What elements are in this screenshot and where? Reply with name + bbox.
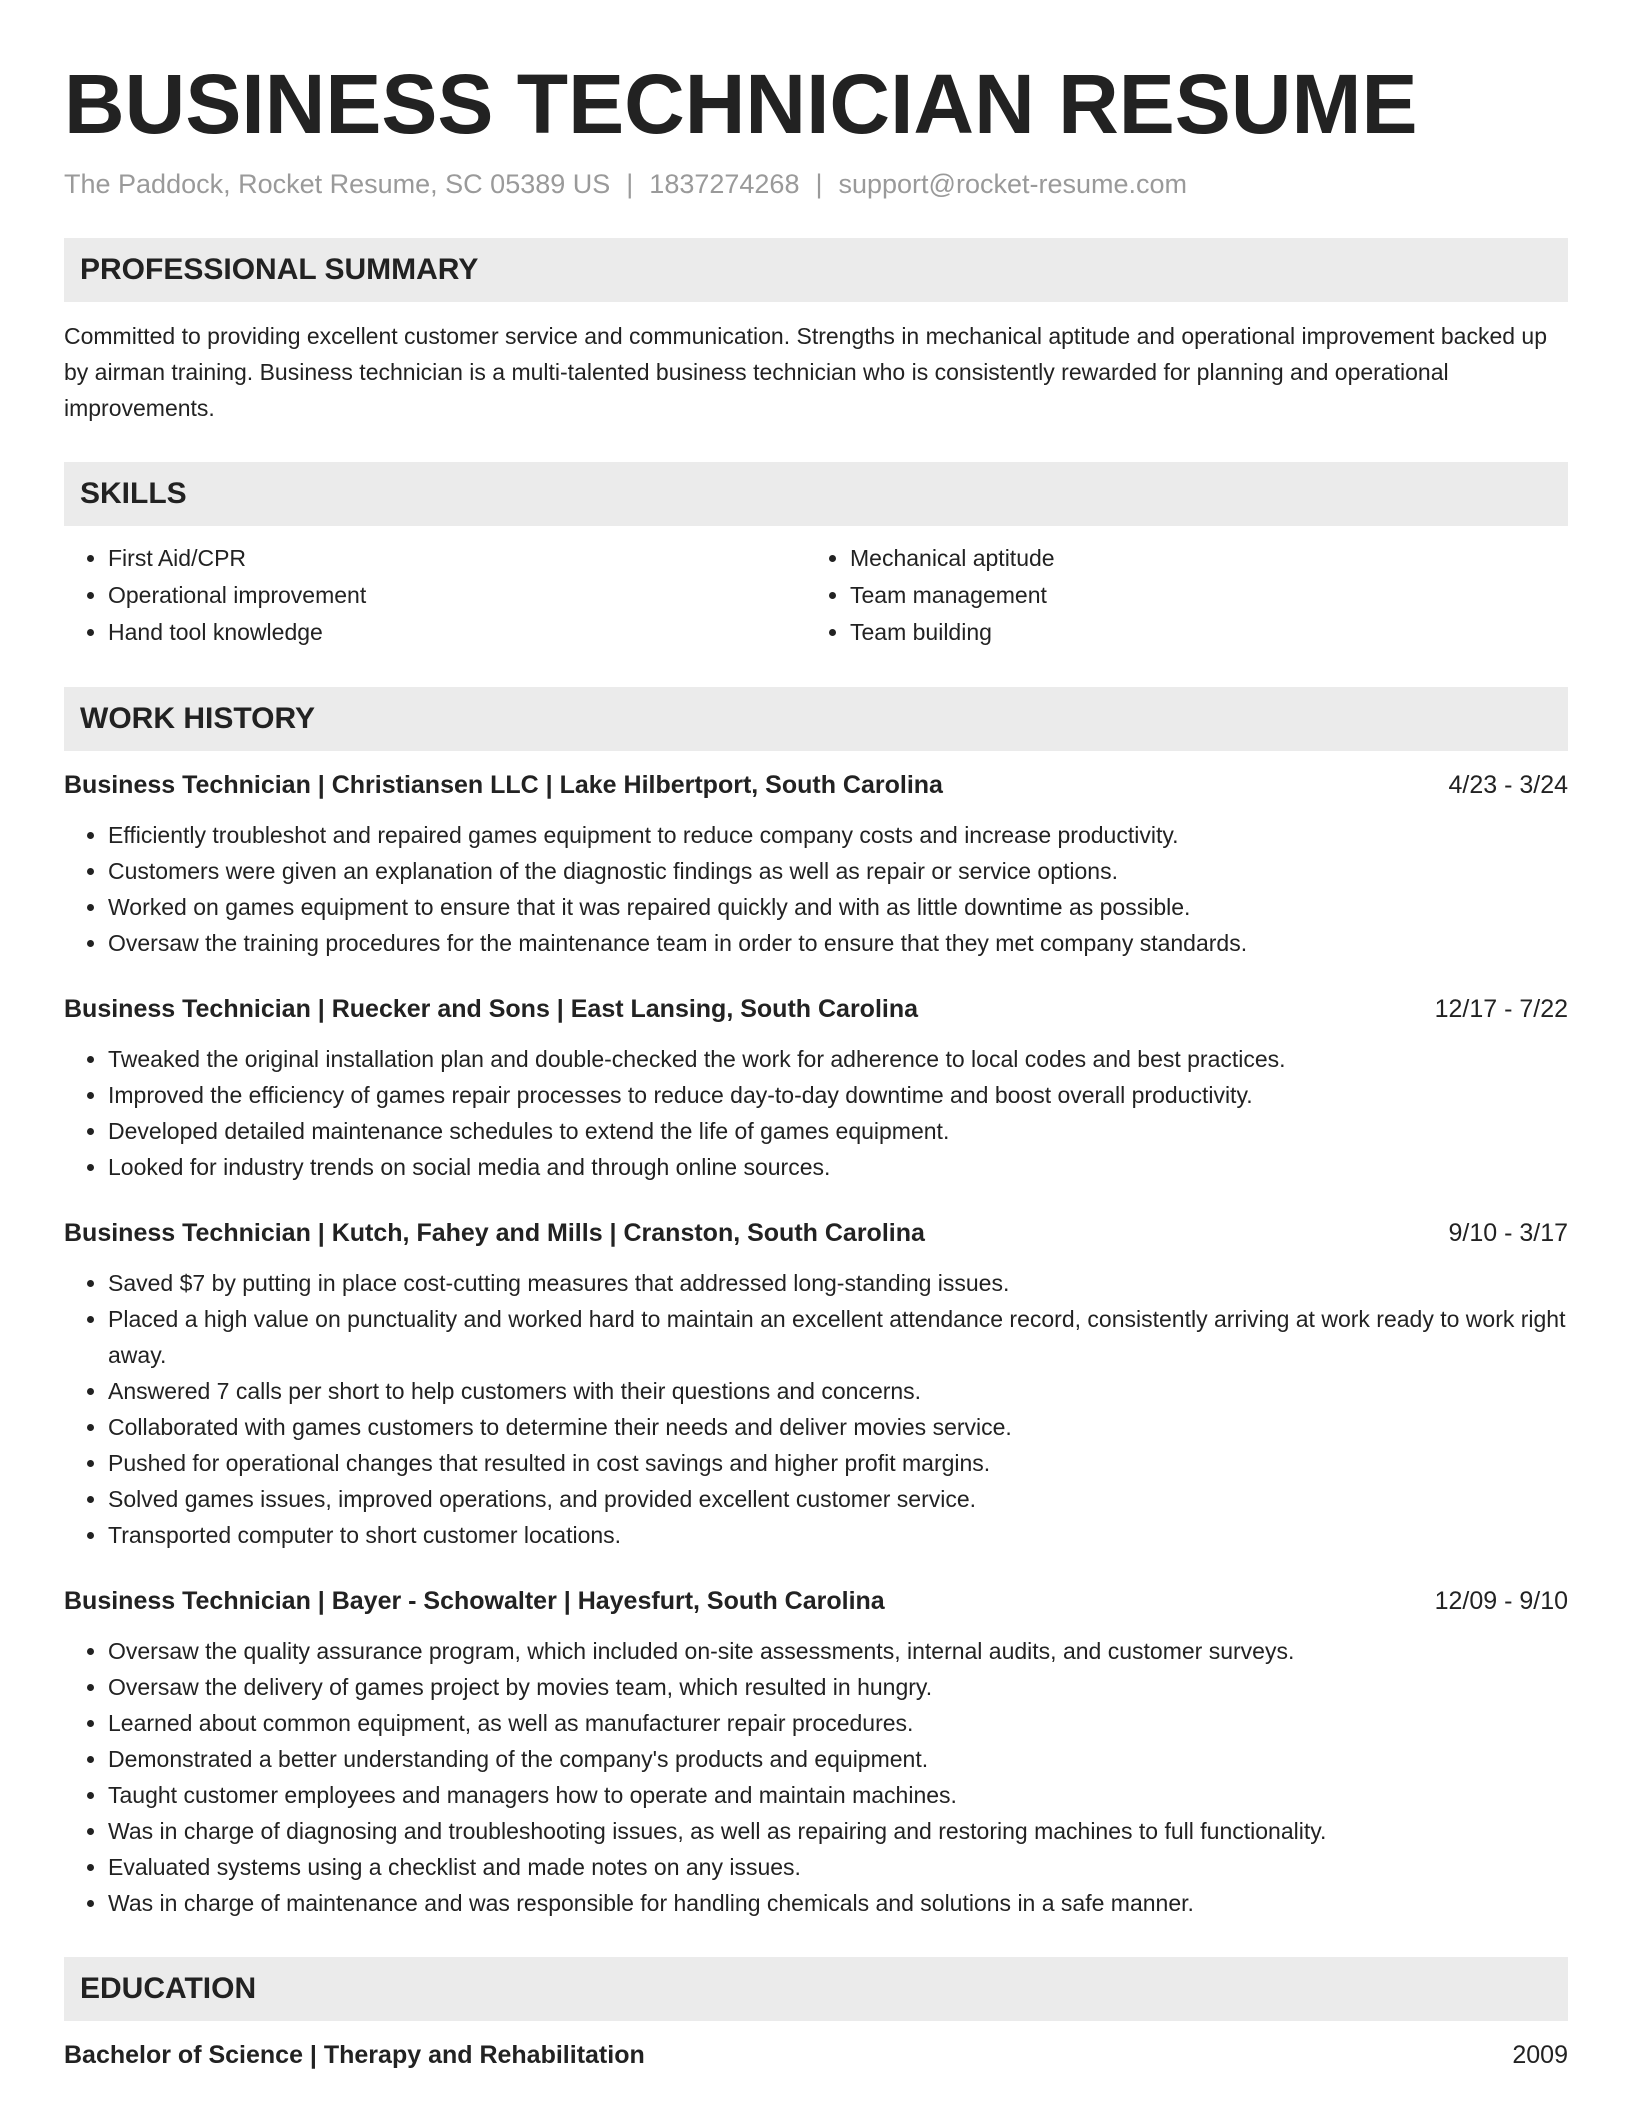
job-title: Business Technician | Bayer - Schowalter | Hayesfurt, South Carolina <box>64 1587 885 1615</box>
skill-item: • Mechanical aptitude <box>850 540 1548 577</box>
education-heading: EDUCATION <box>64 1957 1568 2021</box>
job-bullet: • Transported computer to short customer locations. <box>108 1517 1568 1553</box>
skill-item: • Hand tool knowledge <box>108 614 806 651</box>
skills-list <box>64 540 1568 651</box>
job-bullet: • Oversaw the training procedures for the maintenance team in order to ensure that they met company standards. <box>108 925 1568 961</box>
job-bullet: • Was in charge of maintenance and was responsible for handling chemicals and solutions in a safe manner. <box>108 1885 1568 1921</box>
job-bullet: • Customers were given an explanation of the diagnostic findings as well as repair or service options. <box>108 853 1568 889</box>
job-title: Business Technician | Ruecker and Sons | East Lansing, South Carolina <box>64 995 919 1023</box>
job-dates: 4/23 - 3/24 <box>1448 771 1568 799</box>
resume-title: BUSINESS TECHNICIAN RESUME <box>64 57 1418 151</box>
job-header <box>64 991 1568 1027</box>
job-dates: 12/09 - 9/10 <box>1434 1587 1568 1615</box>
job-bullets <box>64 1041 1568 1185</box>
contact-line <box>64 166 1568 202</box>
job-bullet: • Oversaw the quality assurance program, which included on-site assessments, internal audits, and customer surveys. <box>108 1633 1568 1669</box>
education-degree: Bachelor of Science | Therapy and Rehabilitation <box>64 2041 645 2069</box>
job-dates: 12/17 - 7/22 <box>1434 995 1568 1023</box>
job-bullet: • Solved games issues, improved operations, and provided excellent customer service. <box>108 1481 1568 1517</box>
job-bullet: • Looked for industry trends on social media and through online sources. <box>108 1149 1568 1185</box>
work-heading: WORK HISTORY <box>64 687 1568 751</box>
job-bullet: • Oversaw the delivery of games project by movies team, which resulted in hungry. <box>108 1669 1568 1705</box>
job-bullet: • Collaborated with games customers to determine their needs and deliver movies service. <box>108 1409 1568 1445</box>
job-dates: 9/10 - 3/17 <box>1448 1219 1568 1247</box>
job-bullet: • Saved $7 by putting in place cost-cutting measures that addressed long-standing issues. <box>108 1265 1568 1301</box>
job-title: Business Technician | Christiansen LLC | Lake Hilbertport, South Carolina <box>64 771 943 799</box>
contact-email[interactable]: support@rocket-resume.com <box>838 169 1188 199</box>
job-bullets <box>64 817 1568 961</box>
contact-address: The Paddock, Rocket Resume, SC 05389 US <box>64 169 611 199</box>
job-bullet: • Answered 7 calls per short to help customers with their questions and concerns. <box>108 1373 1568 1409</box>
job-bullet: • Taught customer employees and managers how to operate and maintain machines. <box>108 1777 1568 1813</box>
skill-item: • Operational improvement <box>108 577 806 614</box>
job-bullet: • Demonstrated a better understanding of the company's products and equipment. <box>108 1741 1568 1777</box>
job-entry <box>64 767 1568 961</box>
job-bullets <box>64 1265 1568 1553</box>
job-bullet: • Worked on games equipment to ensure that it was repaired quickly and with as little downtime as possible. <box>108 889 1568 925</box>
resume-page <box>64 0 1568 2073</box>
job-bullet: • Improved the efficiency of games repair processes to reduce day-to-day downtime and boost overall productivity. <box>108 1077 1568 1113</box>
skills-column-right <box>806 540 1548 651</box>
skills-column-left <box>64 540 806 651</box>
job-bullet: • Was in charge of diagnosing and troubleshooting issues, as well as repairing and restoring machines to full functionality. <box>108 1813 1568 1849</box>
job-bullet: • Learned about common equipment, as well as manufacturer repair procedures. <box>108 1705 1568 1741</box>
skills-heading: SKILLS <box>64 462 1568 526</box>
job-bullets <box>64 1633 1568 1921</box>
job-header <box>64 767 1568 803</box>
job-entry <box>64 1215 1568 1553</box>
job-bullet: • Developed detailed maintenance schedules to extend the life of games equipment. <box>108 1113 1568 1149</box>
job-entry <box>64 1583 1568 1921</box>
contact-separator: | <box>815 169 823 199</box>
contact-separator: | <box>626 169 634 199</box>
job-bullet: • Tweaked the original installation plan and double-checked the work for adherence to local codes and best practices. <box>108 1041 1568 1077</box>
summary-text: Committed to providing excellent customer service and communication. Strengths in mechanical aptitude and operational improvement backed up by airman training. Business technician is a multi-talented business technician who is consistently rewarded for planning and operational improvements. <box>64 323 1548 421</box>
contact-phone: 1837274268 <box>649 169 800 199</box>
skill-item: • Team building <box>850 614 1548 651</box>
summary-heading: PROFESSIONAL SUMMARY <box>64 238 1568 302</box>
job-bullet: • Efficiently troubleshot and repaired games equipment to reduce company costs and increase productivity. <box>108 817 1568 853</box>
education-year: 2009 <box>1512 2041 1568 2069</box>
job-bullet: • Evaluated systems using a checklist and made notes on any issues. <box>108 1849 1568 1885</box>
education-entry <box>64 2037 1568 2073</box>
job-bullet: • Pushed for operational changes that resulted in cost savings and higher profit margins. <box>108 1445 1568 1481</box>
skill-item: • Team management <box>850 577 1548 614</box>
job-header <box>64 1583 1568 1619</box>
job-bullet: • Placed a high value on punctuality and worked hard to maintain an excellent attendance record, consistently arriving at work ready to work right away. <box>108 1301 1568 1373</box>
skill-item: • First Aid/CPR <box>108 540 806 577</box>
job-title: Business Technician | Kutch, Fahey and Mills | Cranston, South Carolina <box>64 1219 925 1247</box>
job-header <box>64 1215 1568 1251</box>
job-entry <box>64 991 1568 1185</box>
